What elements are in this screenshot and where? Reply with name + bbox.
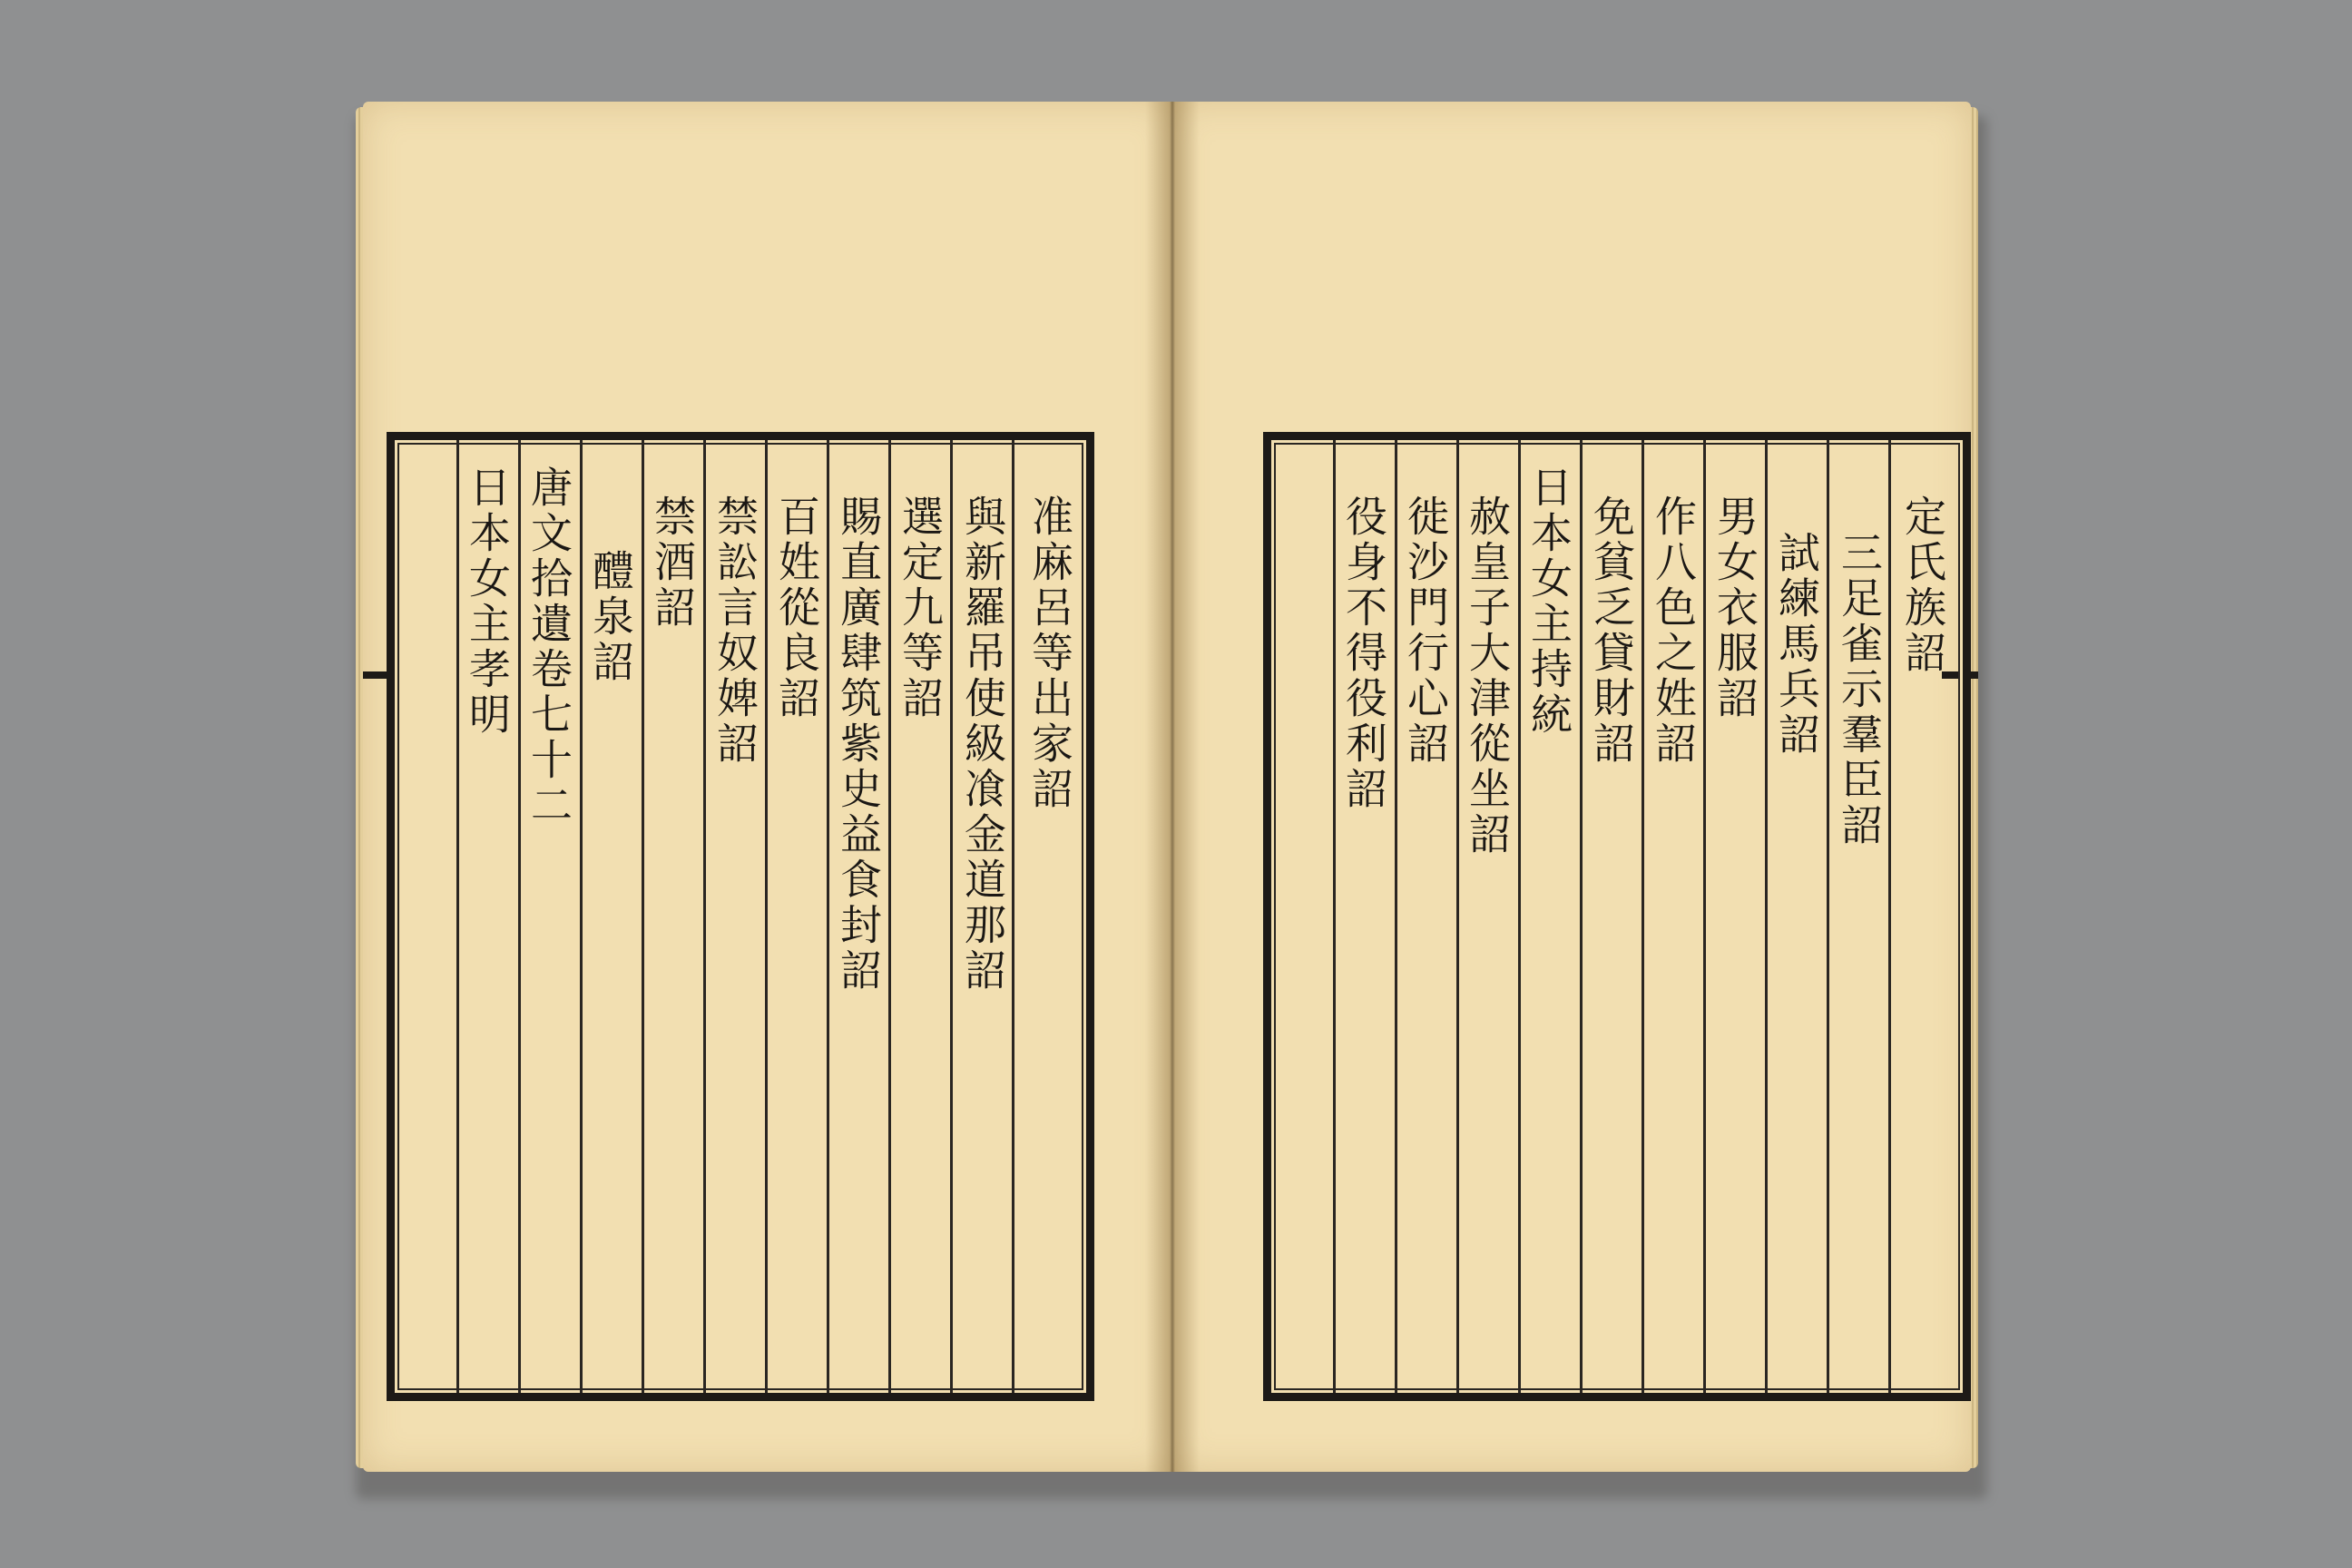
- column-text: 三足雀示羣臣詔: [1835, 531, 1884, 848]
- column-text: 百姓從良詔: [772, 495, 821, 721]
- column-text: 試練馬兵詔: [1772, 531, 1821, 758]
- column-text: 男女衣服詔: [1710, 495, 1759, 721]
- column-text: 作八色之姓詔: [1649, 495, 1698, 767]
- book-gutter: [1145, 102, 1200, 1472]
- column-text: 與新羅吊使級飡金道那詔: [958, 495, 1007, 994]
- text-column: [889, 440, 951, 1393]
- column-text: 禁酒詔: [648, 495, 697, 631]
- column-text: 赦皇子大津從坐詔: [1463, 495, 1512, 858]
- text-column: [704, 440, 766, 1393]
- text-column: [518, 440, 580, 1393]
- column-text: 准麻呂等出家詔: [1025, 495, 1074, 812]
- column-text: 徙沙門行心詔: [1401, 495, 1450, 767]
- text-column: [1395, 440, 1456, 1393]
- text-column: [1766, 440, 1828, 1393]
- column-text: 役身不得役利詔: [1339, 495, 1388, 812]
- column-text: 禁訟言奴婢詔: [710, 495, 760, 767]
- text-column: [1828, 440, 1890, 1393]
- text-column: [1518, 440, 1580, 1393]
- column-text: 定氏族詔: [1898, 495, 1947, 676]
- left-text-frame: [387, 432, 1094, 1401]
- text-column: [766, 440, 828, 1393]
- text-column: [580, 440, 642, 1393]
- text-column: [828, 440, 889, 1393]
- text-column: [1892, 440, 1954, 1393]
- text-column: [456, 440, 518, 1393]
- column-text: 日本女主孝明: [463, 466, 512, 738]
- text-column: [1333, 440, 1395, 1393]
- text-column: [1019, 440, 1081, 1393]
- text-column: [1456, 440, 1518, 1393]
- text-column: [1704, 440, 1766, 1393]
- column-text: 唐文拾遺卷七十二: [524, 466, 573, 828]
- text-column: [1581, 440, 1642, 1393]
- column-text: 賜直廣肆筑紫史益食封詔: [834, 495, 883, 994]
- column-text: 選定九等詔: [896, 495, 945, 721]
- right-text-frame: [1263, 432, 1971, 1401]
- column-text: 免貧乏貸財詔: [1587, 495, 1636, 767]
- column-text: 醴泉詔: [586, 549, 635, 685]
- column-text: 日本女主持統: [1524, 466, 1573, 738]
- text-column: [952, 440, 1014, 1393]
- text-column: [642, 440, 703, 1393]
- text-column: [1642, 440, 1704, 1393]
